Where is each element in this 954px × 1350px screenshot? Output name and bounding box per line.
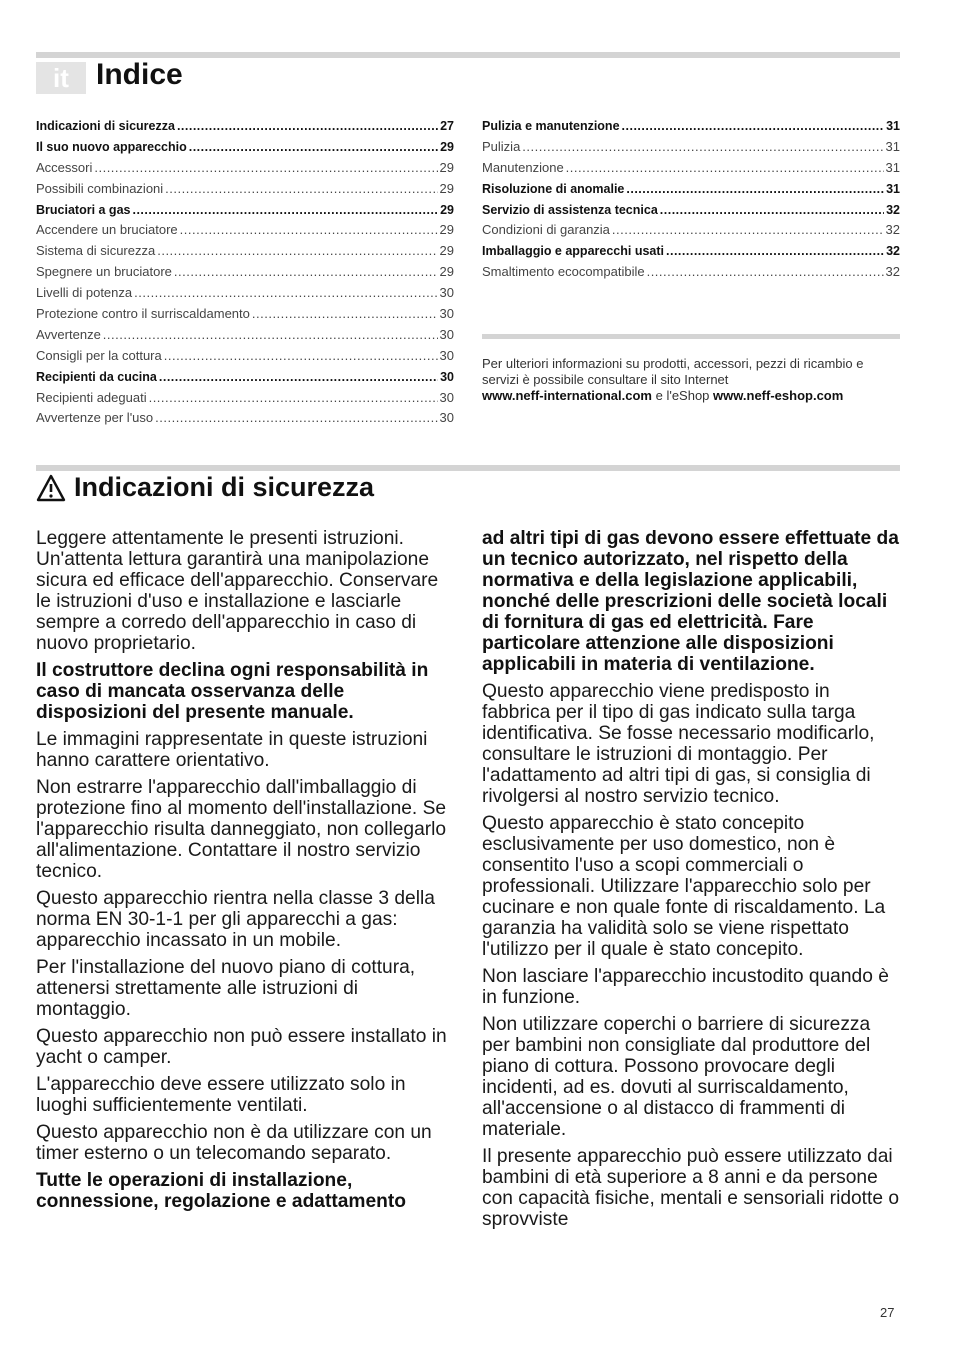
toc-entry[interactable] xyxy=(36,137,454,158)
toc-entry-title: Sistema di sicurezza xyxy=(36,243,156,259)
toc-entry[interactable] xyxy=(36,408,454,429)
toc-entry-page: 29 xyxy=(440,139,454,154)
toc-entry-page: 31 xyxy=(885,138,900,154)
body-paragraph: Per l'installazione del nuovo piano di cottura, attenersi strettamente alle istruzioni di montaggio. xyxy=(36,957,416,1020)
body-paragraph: Leggere attentamente le presenti istruzioni. Un'attenta lettura garantirà una manipolazione sicura ed efficace dell'apparecchio. Conservare le istruzioni d'uso e installazione e lasciarle sempre a corredo dell'apparecchio in caso di nuovo proprietario. xyxy=(36,528,439,654)
body-paragraph: Questo apparecchio è stato concepito esclusivamente per uso domestico, non è consentito l'uso a scopi commerciali o professionali. Utilizzare l'apparecchio solo per cucinare e non quale fonte di riscaldamento. La garanzia ha validità solo se viene rispettato l'utilizzo per il quale è stato concepito. xyxy=(482,813,886,960)
toc-entry[interactable] xyxy=(36,388,454,409)
toc-entry-page: 29 xyxy=(439,222,454,238)
toc-entry-title: Recipienti adeguati xyxy=(36,389,147,405)
toc-entry-page: 31 xyxy=(885,159,900,175)
toc-entry-title: Protezione contro il surriscaldamento xyxy=(36,306,250,322)
toc-leader-dots xyxy=(149,388,438,409)
toc-leader-dots xyxy=(155,408,437,429)
toc-entry-title: Bruciatori a gas xyxy=(36,202,131,217)
toc-entry-title: Avvertenze per l'uso xyxy=(36,410,154,426)
toc-entry-page: 30 xyxy=(439,347,454,363)
toc-entry-page: 29 xyxy=(439,243,454,259)
toc-entry-page: 32 xyxy=(886,244,900,259)
toc-entry[interactable] xyxy=(482,179,900,200)
toc-entry-page: 29 xyxy=(439,159,454,175)
toc-entry-title: Recipienti da cucina xyxy=(36,369,157,384)
toc-leader-dots xyxy=(164,346,438,367)
toc-entry-title: Il suo nuovo apparecchio xyxy=(36,139,187,154)
toc-entry[interactable] xyxy=(36,262,454,283)
toc-entry[interactable] xyxy=(36,325,454,346)
toc-entry-title: Accessori xyxy=(36,159,93,175)
toc-entry-page: 29 xyxy=(439,264,454,280)
toc-entry-page: 29 xyxy=(440,202,454,217)
more-info-mid: e l'eShop xyxy=(655,388,710,403)
toc-leader-dots xyxy=(132,200,438,221)
section-heading xyxy=(36,472,374,503)
body-left-column xyxy=(36,528,456,1218)
toc-entry-page: 31 xyxy=(886,181,900,196)
toc-entry[interactable] xyxy=(36,200,454,221)
toc-entry-page: 30 xyxy=(439,326,454,342)
toc-entry-title: Condizioni di garanzia xyxy=(482,222,610,238)
toc-entry[interactable] xyxy=(36,241,454,262)
toc-leader-dots xyxy=(103,325,438,346)
toc-entry-page: 30 xyxy=(439,410,454,426)
page-number: 27 xyxy=(880,1305,895,1320)
toc-entry-page: 29 xyxy=(439,180,454,196)
toc-leader-dots xyxy=(612,220,884,241)
toc-leader-dots xyxy=(522,137,883,158)
toc-entry[interactable] xyxy=(482,158,900,179)
toc-entry-title: Pulizia e manutenzione xyxy=(482,119,620,133)
body-paragraph: Non utilizzare coperchi o barriere di sicurezza per bambini non consigliate dal produttore del piano di cottura. Possono provocare degli incidenti, ad es. dovuti al surriscaldamento, all'accensione o al distacco di frammenti di materiale. xyxy=(482,1014,871,1140)
toc-entry-title: Livelli di potenza xyxy=(36,285,133,301)
toc-entry[interactable] xyxy=(36,283,454,304)
toc-entry-title: Manutenzione xyxy=(482,159,564,175)
index-title: Indice xyxy=(96,58,183,91)
toc-leader-dots xyxy=(174,262,438,283)
toc-entry[interactable] xyxy=(36,346,454,367)
toc-entry-page: 30 xyxy=(440,369,454,384)
toc-entry-page: 27 xyxy=(440,119,454,133)
toc-entry[interactable] xyxy=(36,116,454,137)
toc-entry-page: 30 xyxy=(439,306,454,322)
toc-entry[interactable] xyxy=(482,220,900,241)
toc-entry[interactable] xyxy=(482,116,900,137)
website-link[interactable]: www.neff-international.com xyxy=(482,388,652,403)
toc-leader-dots xyxy=(252,304,438,325)
toc-leader-dots xyxy=(647,262,884,283)
toc-leader-dots xyxy=(189,137,438,158)
body-paragraph: Non estrarre l'apparecchio dall'imballaggio di protezione fino al momento dell'installazione. Se l'apparecchio risulta danneggiato, non collegarlo all'alimentazione. Contattare il nostro servizio tecnico. xyxy=(36,777,447,882)
body-paragraph: Il presente apparecchio può essere utilizzato dai bambini di età superiore a 8 anni e da persone con capacità fisiche, mentali e sensoriali ridotte o sprovviste xyxy=(482,1146,900,1230)
toc-leader-dots xyxy=(134,283,437,304)
toc-leader-dots xyxy=(180,220,438,241)
toc-entry-title: Risoluzione di anomalie xyxy=(482,181,625,196)
body-paragraph: Non lasciare l'apparecchio incustodito quando è in funzione. xyxy=(482,966,889,1008)
body-paragraph: ad altri tipi di gas devono essere effettuate da un tecnico autorizzato, nel rispetto della normativa e della legislazione applicabili, nonché delle prescrizioni delle società locali di fornitura di gas ed elettricità. Fare particolare attenzione alle disposizioni applicabili in materia di ventilazione. xyxy=(482,528,899,675)
toc-leader-dots xyxy=(177,116,438,137)
toc-entry-title: Accendere un bruciatore xyxy=(36,222,178,238)
toc-entry-title: Pulizia xyxy=(482,138,521,154)
section-title: Indicazioni di sicurezza xyxy=(74,472,375,502)
toc-leader-dots xyxy=(660,200,884,221)
toc-entry-title: Smaltimento ecocompatibile xyxy=(482,264,645,280)
info-rule xyxy=(482,334,900,339)
more-info-text: Per ulteriori informazioni su prodotti, accessori, pezzi di ricambio e servizi è possibile consultare il sito Internet xyxy=(482,356,864,387)
toc-entry-page: 32 xyxy=(886,202,900,217)
toc-entry-page: 31 xyxy=(886,119,900,133)
body-right-column xyxy=(482,528,902,1236)
body-paragraph: Il costruttore declina ogni responsabilità in caso di mancata osservanza delle disposizioni del presente manuale. xyxy=(36,660,429,723)
toc-entry[interactable] xyxy=(36,367,454,388)
eshop-link[interactable]: www.neff-eshop.com xyxy=(713,388,844,403)
toc-entry-title: Indicazioni di sicurezza xyxy=(36,119,175,133)
toc-leader-dots xyxy=(94,158,437,179)
toc-leader-dots xyxy=(622,116,885,137)
toc-entry-title: Imballaggio e apparecchi usati xyxy=(482,244,665,259)
toc-entry[interactable] xyxy=(36,304,454,325)
body-paragraph: Questo apparecchio rientra nella classe 3 della norma EN 30-1-1 per gli apparecchi a gas: apparecchio incassato in un mobile. xyxy=(36,888,435,951)
toc-entry[interactable] xyxy=(36,179,454,200)
toc-entry-title: Consigli per la cottura xyxy=(36,347,162,363)
toc-right-column xyxy=(482,116,900,283)
toc-leader-dots xyxy=(157,241,437,262)
toc-leader-dots xyxy=(566,158,884,179)
body-paragraph: Questo apparecchio non può essere installato in yacht o camper. xyxy=(36,1026,447,1068)
language-badge: it xyxy=(36,62,86,94)
toc-entry[interactable] xyxy=(482,137,900,158)
toc-entry-title: Possibili combinazioni xyxy=(36,180,164,196)
body-paragraph: Questo apparecchio viene predisposto in fabbrica per il tipo di gas indicato sulla targa identificativa. Se fosse necessario modificarlo, consultare le istruzioni di montaggio. Per l'adattamento ad altri tipi di gas, si consiglia di rivolgersi al nostro servizio tecnico. xyxy=(482,681,875,807)
toc-entry[interactable] xyxy=(482,262,900,283)
toc-leader-dots xyxy=(626,179,884,200)
toc-entry[interactable] xyxy=(36,158,454,179)
toc-leader-dots xyxy=(165,179,437,200)
body-paragraph: Questo apparecchio non è da utilizzare con un timer esterno o un telecomando separato. xyxy=(36,1122,432,1164)
toc-leader-dots xyxy=(666,241,884,262)
toc-entry-title: Servizio di assistenza tecnica xyxy=(482,202,658,217)
body-paragraph: Le immagini rappresentate in queste istruzioni hanno carattere orientativo. xyxy=(36,729,428,771)
toc-entry[interactable] xyxy=(36,220,454,241)
toc-entry-page: 32 xyxy=(885,264,900,280)
toc-entry[interactable] xyxy=(482,200,900,221)
section-rule xyxy=(36,465,900,471)
toc-entry-title: Avvertenze xyxy=(36,326,101,342)
body-paragraph: Tutte le operazioni di installazione, connessione, regolazione e adattamento xyxy=(36,1170,406,1212)
body-paragraph: L'apparecchio deve essere utilizzato solo in luoghi sufficientemente ventilati. xyxy=(36,1074,406,1116)
toc-leader-dots xyxy=(159,367,438,388)
toc-entry-page: 30 xyxy=(439,285,454,301)
more-info-note xyxy=(482,356,902,404)
toc-entry-page: 30 xyxy=(439,389,454,405)
warning-triangle-icon xyxy=(36,474,66,502)
toc-entry[interactable] xyxy=(482,241,900,262)
toc-entry-title: Spegnere un bruciatore xyxy=(36,264,172,280)
toc-left-column xyxy=(36,116,454,429)
toc-entry-page: 32 xyxy=(885,222,900,238)
